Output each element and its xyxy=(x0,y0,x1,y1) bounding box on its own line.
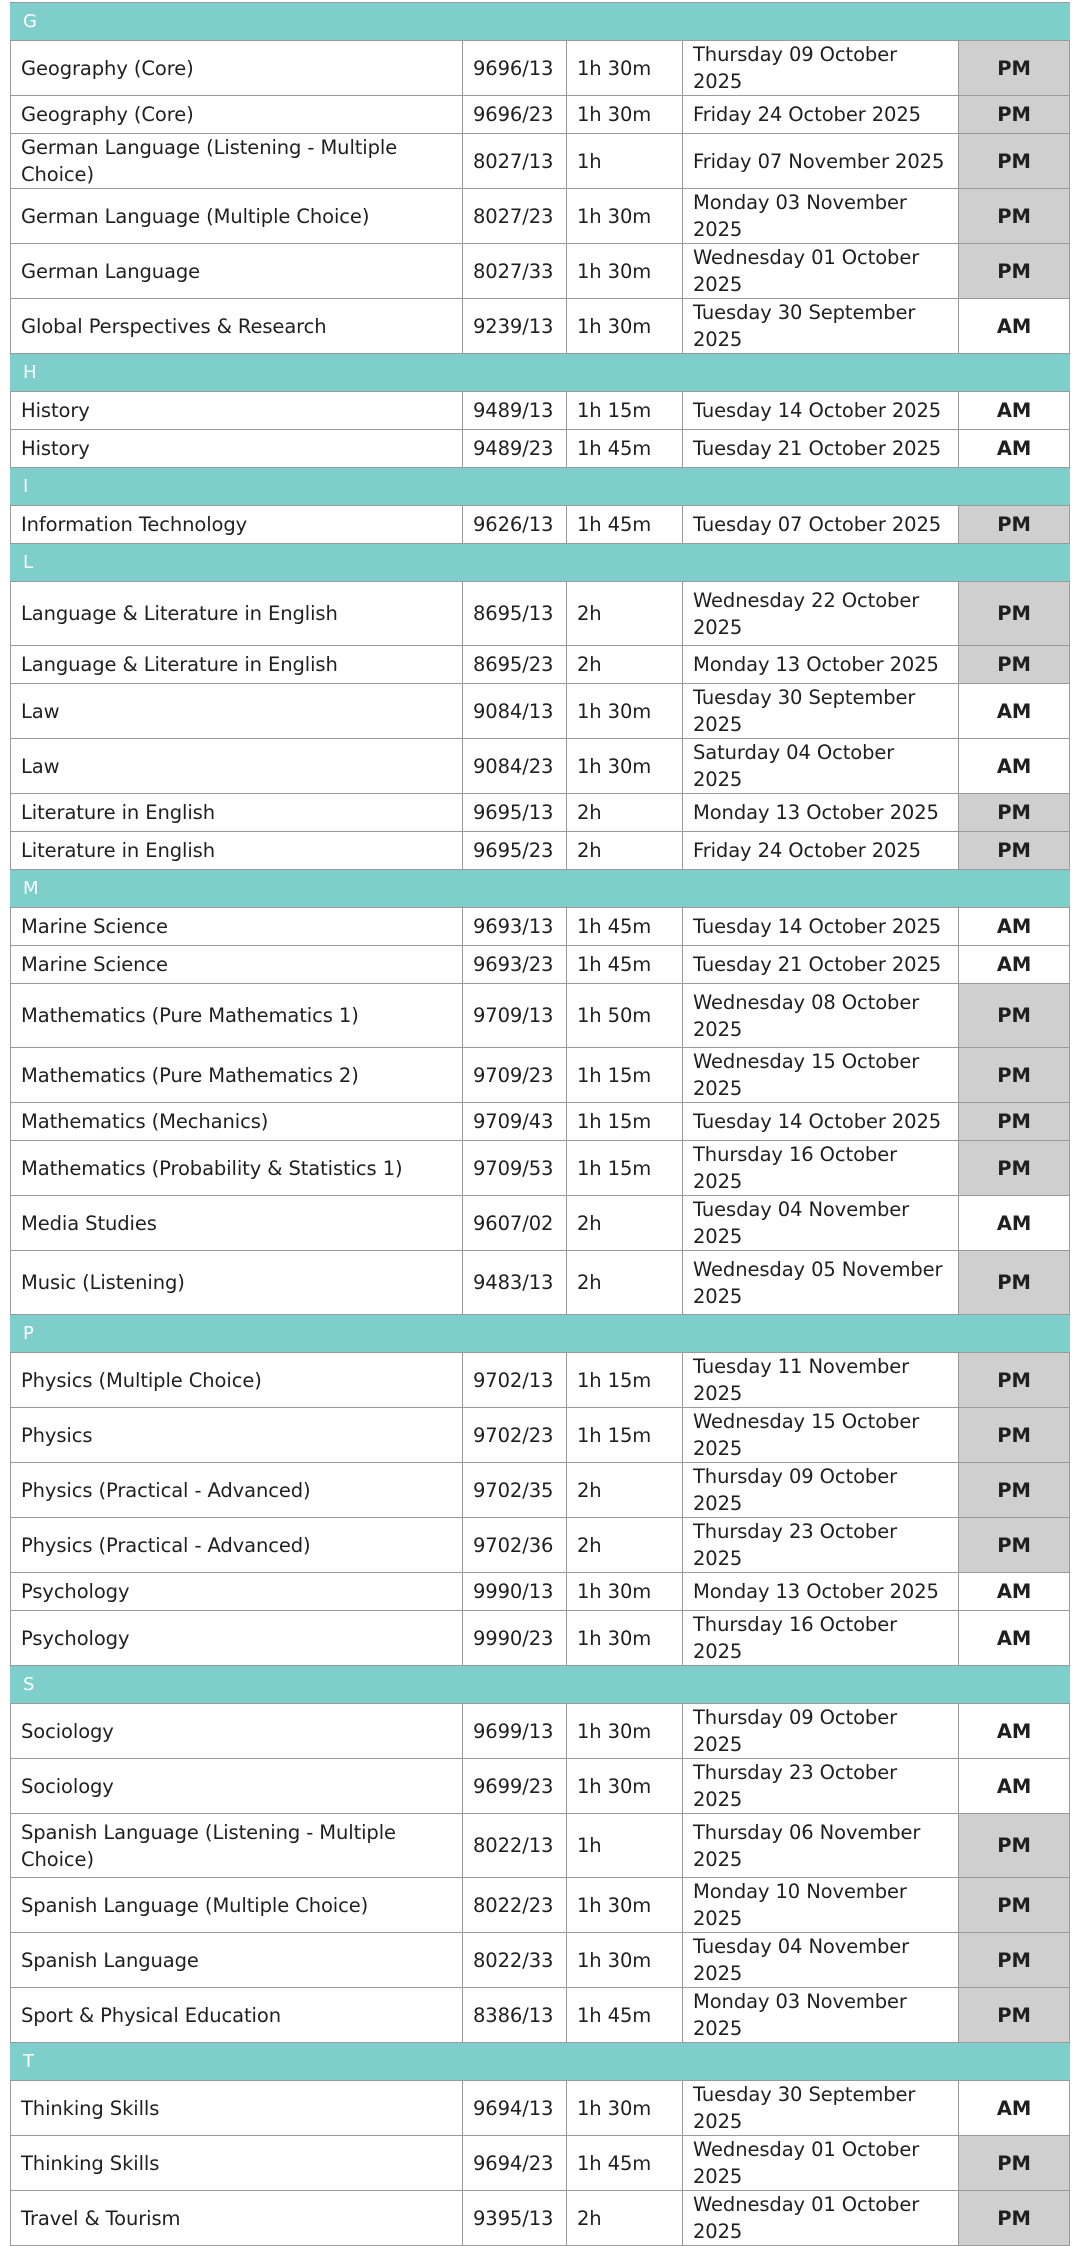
cell-date: Wednesday 15 October 2025 xyxy=(683,1048,959,1103)
cell-duration: 1h 30m xyxy=(567,1704,683,1759)
cell-session: PM xyxy=(959,646,1070,684)
cell-duration: 1h 50m xyxy=(567,984,683,1048)
cell-duration: 1h 15m xyxy=(567,392,683,430)
cell-code: 9695/13 xyxy=(463,794,567,832)
cell-session: PM xyxy=(959,1463,1070,1518)
cell-code: 9702/13 xyxy=(463,1353,567,1408)
cell-duration: 1h 30m xyxy=(567,244,683,299)
cell-date: Tuesday 14 October 2025 xyxy=(683,1103,959,1141)
cell-code: 9990/23 xyxy=(463,1611,567,1666)
cell-subject: Physics (Practical - Advanced) xyxy=(11,1463,463,1518)
cell-duration: 1h xyxy=(567,1814,683,1878)
cell-date: Friday 24 October 2025 xyxy=(683,832,959,870)
table-row xyxy=(11,189,1070,244)
cell-date: Thursday 06 November 2025 xyxy=(683,1814,959,1878)
cell-code: 9699/23 xyxy=(463,1759,567,1814)
cell-date: Thursday 09 October 2025 xyxy=(683,41,959,96)
cell-duration: 1h 30m xyxy=(567,1573,683,1611)
cell-session: AM xyxy=(959,299,1070,354)
cell-code: 9489/23 xyxy=(463,430,567,468)
cell-session: PM xyxy=(959,1878,1070,1933)
table-row xyxy=(11,96,1070,134)
cell-date: Tuesday 04 November 2025 xyxy=(683,1196,959,1251)
table-row xyxy=(11,908,1070,946)
cell-date: Thursday 23 October 2025 xyxy=(683,1518,959,1573)
cell-date: Tuesday 21 October 2025 xyxy=(683,946,959,984)
table-row xyxy=(11,1988,1070,2043)
table-row xyxy=(11,1196,1070,1251)
cell-session: AM xyxy=(959,739,1070,794)
section-header-row xyxy=(11,544,1070,582)
cell-subject: Thinking Skills xyxy=(11,2081,463,2136)
cell-code: 9699/13 xyxy=(463,1704,567,1759)
cell-subject: Mathematics (Mechanics) xyxy=(11,1103,463,1141)
cell-code: 9693/13 xyxy=(463,908,567,946)
cell-subject: Physics (Practical - Advanced) xyxy=(11,1518,463,1573)
table-row xyxy=(11,1878,1070,1933)
section-letter: S xyxy=(11,1666,1070,1704)
cell-date: Thursday 09 October 2025 xyxy=(683,1463,959,1518)
table-row xyxy=(11,984,1070,1048)
cell-subject: History xyxy=(11,430,463,468)
table-row xyxy=(11,1463,1070,1518)
cell-subject: Law xyxy=(11,739,463,794)
cell-session: PM xyxy=(959,984,1070,1048)
section-header-row xyxy=(11,1666,1070,1704)
cell-code: 9709/13 xyxy=(463,984,567,1048)
section-header-row xyxy=(11,2043,1070,2081)
cell-subject: Geography (Core) xyxy=(11,41,463,96)
cell-subject: Language & Literature in English xyxy=(11,582,463,646)
cell-date: Tuesday 04 November 2025 xyxy=(683,1933,959,1988)
cell-code: 9696/13 xyxy=(463,41,567,96)
cell-subject: Spanish Language xyxy=(11,1933,463,1988)
cell-code: 8022/13 xyxy=(463,1814,567,1878)
cell-code: 9626/13 xyxy=(463,506,567,544)
cell-subject: Literature in English xyxy=(11,832,463,870)
cell-date: Monday 03 November 2025 xyxy=(683,1988,959,2043)
table-row xyxy=(11,2081,1070,2136)
cell-session: PM xyxy=(959,1518,1070,1573)
cell-session: AM xyxy=(959,1704,1070,1759)
cell-subject: Global Perspectives & Research xyxy=(11,299,463,354)
cell-subject: Marine Science xyxy=(11,908,463,946)
cell-session: AM xyxy=(959,1573,1070,1611)
cell-duration: 1h 15m xyxy=(567,1048,683,1103)
cell-session: AM xyxy=(959,684,1070,739)
cell-duration: 1h 45m xyxy=(567,430,683,468)
cell-code: 8022/33 xyxy=(463,1933,567,1988)
cell-subject: Mathematics (Pure Mathematics 2) xyxy=(11,1048,463,1103)
cell-subject: Media Studies xyxy=(11,1196,463,1251)
cell-subject: German Language xyxy=(11,244,463,299)
table-row xyxy=(11,1933,1070,1988)
cell-duration: 1h 30m xyxy=(567,96,683,134)
cell-duration: 1h 30m xyxy=(567,1878,683,1933)
cell-session: PM xyxy=(959,96,1070,134)
cell-duration: 1h 45m xyxy=(567,908,683,946)
section-header-row xyxy=(11,354,1070,392)
cell-code: 8695/13 xyxy=(463,582,567,646)
cell-date: Monday 13 October 2025 xyxy=(683,1573,959,1611)
cell-code: 9709/43 xyxy=(463,1103,567,1141)
table-row xyxy=(11,1141,1070,1196)
table-row xyxy=(11,1814,1070,1878)
cell-subject: Psychology xyxy=(11,1573,463,1611)
cell-session: PM xyxy=(959,794,1070,832)
cell-code: 9694/13 xyxy=(463,2081,567,2136)
section-letter: T xyxy=(11,2043,1070,2081)
cell-session: PM xyxy=(959,506,1070,544)
cell-duration: 1h 45m xyxy=(567,2136,683,2191)
cell-duration: 2h xyxy=(567,1463,683,1518)
cell-code: 9084/13 xyxy=(463,684,567,739)
cell-code: 8386/13 xyxy=(463,1988,567,2043)
cell-subject: Travel & Tourism xyxy=(11,2191,463,2246)
table-row xyxy=(11,1518,1070,1573)
cell-duration: 1h 30m xyxy=(567,1611,683,1666)
cell-code: 9702/36 xyxy=(463,1518,567,1573)
table-row xyxy=(11,1611,1070,1666)
section-letter: P xyxy=(11,1315,1070,1353)
cell-code: 8695/23 xyxy=(463,646,567,684)
cell-session: AM xyxy=(959,430,1070,468)
table-row xyxy=(11,1704,1070,1759)
cell-subject: Marine Science xyxy=(11,946,463,984)
cell-code: 9607/02 xyxy=(463,1196,567,1251)
cell-duration: 1h 15m xyxy=(567,1103,683,1141)
cell-date: Thursday 16 October 2025 xyxy=(683,1141,959,1196)
cell-code: 9696/23 xyxy=(463,96,567,134)
table-row xyxy=(11,1048,1070,1103)
table-row xyxy=(11,646,1070,684)
cell-session: PM xyxy=(959,134,1070,189)
cell-code: 9709/23 xyxy=(463,1048,567,1103)
cell-subject: Spanish Language (Listening - Multiple Choice) xyxy=(11,1814,463,1878)
cell-session: AM xyxy=(959,1759,1070,1814)
cell-duration: 2h xyxy=(567,1196,683,1251)
cell-session: PM xyxy=(959,1103,1070,1141)
exam-timetable xyxy=(10,2,1070,2246)
cell-duration: 1h 30m xyxy=(567,2081,683,2136)
cell-date: Tuesday 11 November 2025 xyxy=(683,1353,959,1408)
table-row xyxy=(11,1103,1070,1141)
timetable-body xyxy=(11,3,1070,2246)
table-row xyxy=(11,1251,1070,1315)
cell-subject: Thinking Skills xyxy=(11,2136,463,2191)
table-row xyxy=(11,582,1070,646)
cell-date: Tuesday 21 October 2025 xyxy=(683,430,959,468)
table-row xyxy=(11,392,1070,430)
cell-code: 9694/23 xyxy=(463,2136,567,2191)
cell-code: 9084/23 xyxy=(463,739,567,794)
cell-subject: Geography (Core) xyxy=(11,96,463,134)
cell-subject: Sociology xyxy=(11,1704,463,1759)
cell-duration: 2h xyxy=(567,582,683,646)
section-header-row xyxy=(11,468,1070,506)
table-row xyxy=(11,794,1070,832)
cell-code: 9990/13 xyxy=(463,1573,567,1611)
cell-subject: Language & Literature in English xyxy=(11,646,463,684)
cell-date: Thursday 09 October 2025 xyxy=(683,1704,959,1759)
cell-session: PM xyxy=(959,1988,1070,2043)
cell-subject: Information Technology xyxy=(11,506,463,544)
cell-subject: Law xyxy=(11,684,463,739)
cell-duration: 1h 45m xyxy=(567,1988,683,2043)
table-row xyxy=(11,506,1070,544)
section-letter: L xyxy=(11,544,1070,582)
cell-subject: Music (Listening) xyxy=(11,1251,463,1315)
table-row xyxy=(11,299,1070,354)
cell-session: AM xyxy=(959,908,1070,946)
table-row xyxy=(11,41,1070,96)
cell-date: Tuesday 30 September 2025 xyxy=(683,684,959,739)
cell-subject: Sport & Physical Education xyxy=(11,1988,463,2043)
cell-code: 9489/13 xyxy=(463,392,567,430)
cell-duration: 1h 30m xyxy=(567,684,683,739)
cell-session: AM xyxy=(959,1611,1070,1666)
cell-date: Monday 03 November 2025 xyxy=(683,189,959,244)
cell-duration: 1h 30m xyxy=(567,41,683,96)
cell-duration: 2h xyxy=(567,832,683,870)
cell-subject: Mathematics (Probability & Statistics 1) xyxy=(11,1141,463,1196)
cell-subject: Sociology xyxy=(11,1759,463,1814)
cell-date: Tuesday 07 October 2025 xyxy=(683,506,959,544)
section-header-row xyxy=(11,870,1070,908)
cell-duration: 2h xyxy=(567,1251,683,1315)
cell-session: PM xyxy=(959,41,1070,96)
cell-session: PM xyxy=(959,1251,1070,1315)
cell-date: Wednesday 01 October 2025 xyxy=(683,2191,959,2246)
cell-code: 9693/23 xyxy=(463,946,567,984)
cell-code: 9702/23 xyxy=(463,1408,567,1463)
table-row xyxy=(11,1408,1070,1463)
cell-date: Tuesday 14 October 2025 xyxy=(683,392,959,430)
cell-subject: German Language (Multiple Choice) xyxy=(11,189,463,244)
cell-date: Tuesday 30 September 2025 xyxy=(683,2081,959,2136)
cell-session: PM xyxy=(959,1814,1070,1878)
table-row xyxy=(11,739,1070,794)
cell-code: 9239/13 xyxy=(463,299,567,354)
cell-date: Saturday 04 October 2025 xyxy=(683,739,959,794)
section-header-row xyxy=(11,3,1070,41)
cell-duration: 1h 30m xyxy=(567,739,683,794)
cell-date: Wednesday 22 October 2025 xyxy=(683,582,959,646)
cell-date: Monday 13 October 2025 xyxy=(683,646,959,684)
section-letter: H xyxy=(11,354,1070,392)
cell-session: PM xyxy=(959,189,1070,244)
cell-session: PM xyxy=(959,2191,1070,2246)
cell-duration: 1h 45m xyxy=(567,506,683,544)
cell-subject: Physics (Multiple Choice) xyxy=(11,1353,463,1408)
cell-date: Thursday 16 October 2025 xyxy=(683,1611,959,1666)
cell-code: 8027/13 xyxy=(463,134,567,189)
cell-date: Tuesday 14 October 2025 xyxy=(683,908,959,946)
cell-subject: Spanish Language (Multiple Choice) xyxy=(11,1878,463,1933)
cell-session: PM xyxy=(959,1353,1070,1408)
cell-subject: German Language (Listening - Multiple Choice) xyxy=(11,134,463,189)
table-row xyxy=(11,134,1070,189)
cell-date: Monday 10 November 2025 xyxy=(683,1878,959,1933)
cell-duration: 1h 30m xyxy=(567,1759,683,1814)
cell-session: PM xyxy=(959,2136,1070,2191)
cell-session: PM xyxy=(959,1933,1070,1988)
cell-duration: 1h 30m xyxy=(567,1933,683,1988)
table-row xyxy=(11,1759,1070,1814)
cell-session: AM xyxy=(959,946,1070,984)
cell-date: Monday 13 October 2025 xyxy=(683,794,959,832)
cell-subject: Mathematics (Pure Mathematics 1) xyxy=(11,984,463,1048)
cell-date: Tuesday 30 September 2025 xyxy=(683,299,959,354)
cell-session: PM xyxy=(959,1048,1070,1103)
cell-code: 9483/13 xyxy=(463,1251,567,1315)
cell-session: PM xyxy=(959,582,1070,646)
cell-code: 9709/53 xyxy=(463,1141,567,1196)
cell-date: Friday 24 October 2025 xyxy=(683,96,959,134)
table-row xyxy=(11,2136,1070,2191)
cell-date: Wednesday 08 October 2025 xyxy=(683,984,959,1048)
cell-subject: Physics xyxy=(11,1408,463,1463)
cell-code: 8027/23 xyxy=(463,189,567,244)
cell-duration: 1h 30m xyxy=(567,189,683,244)
cell-duration: 2h xyxy=(567,646,683,684)
cell-duration: 1h 15m xyxy=(567,1141,683,1196)
cell-code: 9395/13 xyxy=(463,2191,567,2246)
cell-duration: 2h xyxy=(567,1518,683,1573)
cell-date: Friday 07 November 2025 xyxy=(683,134,959,189)
cell-session: PM xyxy=(959,1408,1070,1463)
table-row xyxy=(11,946,1070,984)
cell-duration: 1h 15m xyxy=(567,1353,683,1408)
cell-session: AM xyxy=(959,2081,1070,2136)
cell-subject: Psychology xyxy=(11,1611,463,1666)
table-row xyxy=(11,1573,1070,1611)
cell-code: 8022/23 xyxy=(463,1878,567,1933)
cell-code: 9702/35 xyxy=(463,1463,567,1518)
cell-subject: History xyxy=(11,392,463,430)
cell-duration: 1h 15m xyxy=(567,1408,683,1463)
cell-session: AM xyxy=(959,392,1070,430)
table-row xyxy=(11,2191,1070,2246)
cell-session: AM xyxy=(959,1196,1070,1251)
table-row xyxy=(11,684,1070,739)
table-row xyxy=(11,430,1070,468)
table-row xyxy=(11,1353,1070,1408)
cell-duration: 2h xyxy=(567,794,683,832)
cell-date: Wednesday 15 October 2025 xyxy=(683,1408,959,1463)
table-row xyxy=(11,832,1070,870)
cell-session: PM xyxy=(959,1141,1070,1196)
cell-session: PM xyxy=(959,244,1070,299)
section-letter: M xyxy=(11,870,1070,908)
cell-date: Thursday 23 October 2025 xyxy=(683,1759,959,1814)
cell-date: Wednesday 01 October 2025 xyxy=(683,244,959,299)
cell-code: 8027/33 xyxy=(463,244,567,299)
cell-date: Wednesday 01 October 2025 xyxy=(683,2136,959,2191)
cell-duration: 1h 45m xyxy=(567,946,683,984)
cell-session: PM xyxy=(959,832,1070,870)
cell-duration: 2h xyxy=(567,2191,683,2246)
section-letter: G xyxy=(11,3,1070,41)
section-letter: I xyxy=(11,468,1070,506)
table-row xyxy=(11,244,1070,299)
cell-duration: 1h 30m xyxy=(567,299,683,354)
cell-duration: 1h xyxy=(567,134,683,189)
cell-subject: Literature in English xyxy=(11,794,463,832)
cell-code: 9695/23 xyxy=(463,832,567,870)
cell-date: Wednesday 05 November 2025 xyxy=(683,1251,959,1315)
section-header-row xyxy=(11,1315,1070,1353)
